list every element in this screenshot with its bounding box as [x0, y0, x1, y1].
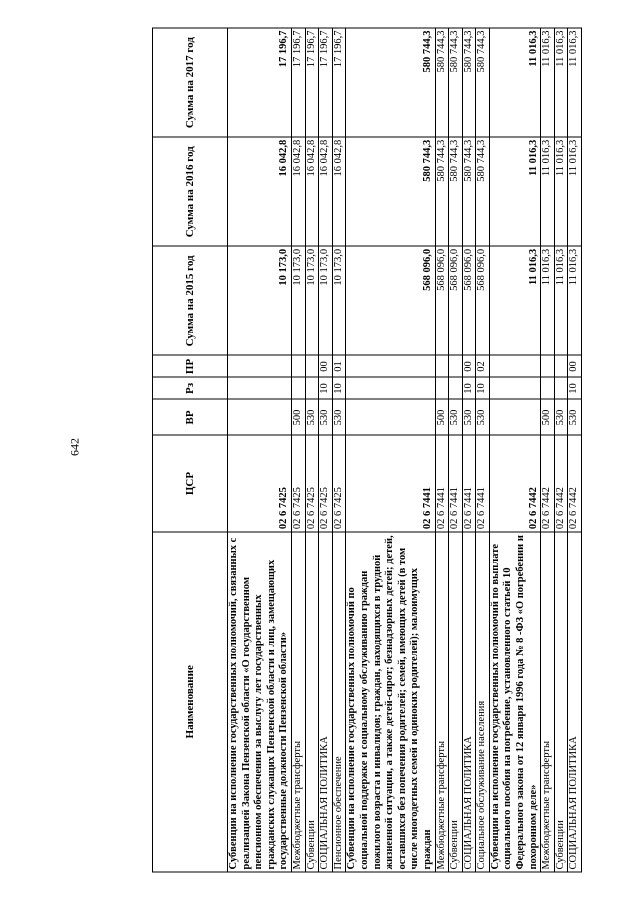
cell-sum-2015: 11 016,3 [568, 246, 582, 355]
cell-vr: 530 [568, 399, 582, 435]
cell-sum-2017: 11 016,3 [541, 28, 555, 137]
header-rz: Рз [153, 377, 228, 399]
cell-sum-2016: 16 042,8 [291, 137, 305, 246]
cell-rz: 10 [319, 377, 333, 399]
cell-sum-2016: 580 744,3 [346, 137, 435, 246]
cell-sum-2016: 16 042,8 [305, 137, 319, 246]
cell-pr: 02 [476, 355, 490, 377]
cell-csr: 02 6 7442 [489, 436, 540, 532]
cell-vr: 530 [476, 399, 490, 435]
cell-pr: 00 [568, 355, 582, 377]
cell-sum-2017: 580 744,3 [449, 28, 463, 137]
cell-vr [346, 399, 435, 435]
cell-csr: 02 6 7441 [346, 436, 435, 532]
cell-rz [228, 377, 292, 399]
cell-sum-2017: 11 016,3 [554, 28, 568, 137]
header-csr: ЦСР [153, 436, 228, 532]
cell-name: СОЦИАЛЬНАЯ ПОЛИТИКА [568, 532, 582, 872]
cell-sum-2016: 11 016,3 [489, 137, 540, 246]
cell-sum-2015: 10 173,0 [291, 246, 305, 355]
cell-sum-2016: 580 744,3 [462, 137, 476, 246]
cell-name: Межбюджетные трансферты [435, 532, 449, 872]
cell-rz: 10 [462, 377, 476, 399]
cell-sum-2015: 10 173,0 [332, 246, 346, 355]
cell-sum-2016: 580 744,3 [449, 137, 463, 246]
cell-vr: 500 [435, 399, 449, 435]
cell-sum-2017: 580 744,3 [462, 28, 476, 137]
cell-csr: 02 6 7441 [462, 436, 476, 532]
cell-vr: 500 [541, 399, 555, 435]
cell-sum-2015: 568 096,0 [476, 246, 490, 355]
table-row [305, 28, 319, 872]
cell-sum-2015: 10 173,0 [319, 246, 333, 355]
table-row [554, 28, 568, 872]
cell-name: Пенсионное обеспечение [332, 532, 346, 872]
cell-csr: 02 6 7425 [319, 436, 333, 532]
cell-csr: 02 6 7441 [476, 436, 490, 532]
cell-sum-2016: 580 744,3 [435, 137, 449, 246]
cell-sum-2016: 16 042,8 [228, 137, 292, 246]
cell-vr: 530 [462, 399, 476, 435]
page-number: 642 [67, 438, 82, 456]
table-body [228, 28, 582, 872]
cell-sum-2016: 11 016,3 [568, 137, 582, 246]
cell-pr [554, 355, 568, 377]
cell-name: Субвенции на исполнение государственных полномочий по социальной поддержке и социальному обслуживанию граждан пожилого возраста и инвалидов; граждан, находящихся в трудной жизненной ситуации, а также детей-сирот; безнадзорных детей; детей, оставшихся без попечения родителей; семей, имеющих детей (в том числе многодетных семей и одиноких родителей); малоимущих граждан [346, 532, 435, 872]
table-row [435, 28, 449, 872]
cell-csr: 02 6 7442 [554, 436, 568, 532]
cell-sum-2017: 17 196,7 [228, 28, 292, 137]
cell-sum-2016: 580 744,3 [476, 137, 490, 246]
cell-sum-2016: 16 042,8 [332, 137, 346, 246]
cell-sum-2017: 11 016,3 [568, 28, 582, 137]
cell-pr [541, 355, 555, 377]
cell-name: Субвенции [449, 532, 463, 872]
cell-sum-2015: 568 096,0 [346, 246, 435, 355]
cell-vr [489, 399, 540, 435]
header-pr: ПР [153, 355, 228, 377]
cell-sum-2015: 568 096,0 [462, 246, 476, 355]
cell-pr: 00 [319, 355, 333, 377]
table-row [568, 28, 582, 872]
header-sum-2015: Сумма на 2015 год [153, 246, 228, 355]
cell-name: Межбюджетные трансферты [541, 532, 555, 872]
table-row [541, 28, 555, 872]
cell-sum-2017: 17 196,7 [291, 28, 305, 137]
cell-vr: 530 [332, 399, 346, 435]
header-name: Наименование [153, 532, 228, 872]
cell-pr [435, 355, 449, 377]
cell-rz [305, 377, 319, 399]
cell-sum-2015: 11 016,3 [489, 246, 540, 355]
cell-rz: 10 [568, 377, 582, 399]
cell-sum-2017: 17 196,7 [332, 28, 346, 137]
table-header-row [153, 28, 228, 872]
cell-pr: 00 [462, 355, 476, 377]
cell-rz: 10 [332, 377, 346, 399]
cell-vr: 500 [291, 399, 305, 435]
cell-rz [346, 377, 435, 399]
cell-rz [541, 377, 555, 399]
table-row [476, 28, 490, 872]
cell-sum-2016: 11 016,3 [541, 137, 555, 246]
cell-name: Субвенции на исполнение государственных полномочий, связанных с реализацией Закона Пензенской области «О государственном пенсионном обеспечении за выслугу лет государственных гражданских служащих Пензенской области и лиц, замещающих государственные должности Пензенской области» [228, 532, 292, 872]
cell-name: Субвенции [305, 532, 319, 872]
cell-sum-2017: 17 196,7 [305, 28, 319, 137]
cell-rz [435, 377, 449, 399]
cell-sum-2015: 11 016,3 [541, 246, 555, 355]
cell-name: Субвенции на исполнение государственных полномочий по выплате социального пособия на погребение, установленного статьей 10 Федерального закона от 12 января 1996 года № 8 -ФЗ «О погребении и похоронном деле» [489, 532, 540, 872]
cell-pr: 01 [332, 355, 346, 377]
cell-csr: 02 6 7441 [449, 436, 463, 532]
cell-pr [346, 355, 435, 377]
table-row [332, 28, 346, 872]
cell-sum-2017: 580 744,3 [346, 28, 435, 137]
table-row [462, 28, 476, 872]
cell-csr: 02 6 7425 [291, 436, 305, 532]
cell-sum-2017: 580 744,3 [435, 28, 449, 137]
cell-pr [228, 355, 292, 377]
cell-rz [489, 377, 540, 399]
cell-pr [291, 355, 305, 377]
cell-csr: 02 6 7442 [541, 436, 555, 532]
cell-sum-2016: 11 016,3 [554, 137, 568, 246]
rotated-page-content [152, 28, 612, 873]
cell-sum-2015: 568 096,0 [435, 246, 449, 355]
cell-sum-2017: 580 744,3 [476, 28, 490, 137]
cell-sum-2015: 568 096,0 [449, 246, 463, 355]
table-row [449, 28, 463, 872]
table-row [489, 28, 540, 872]
header-sum-2016: Сумма на 2016 год [153, 137, 228, 246]
cell-sum-2015: 10 173,0 [305, 246, 319, 355]
cell-sum-2015: 10 173,0 [228, 246, 292, 355]
cell-rz [554, 377, 568, 399]
header-sum-2017: Сумма на 2017 год [153, 28, 228, 137]
cell-csr: 02 6 7425 [305, 436, 319, 532]
cell-vr: 530 [319, 399, 333, 435]
table-row [346, 28, 435, 872]
cell-csr: 02 6 7441 [435, 436, 449, 532]
cell-name: СОЦИАЛЬНАЯ ПОЛИТИКА [319, 532, 333, 872]
table-row [319, 28, 333, 872]
cell-csr: 02 6 7442 [568, 436, 582, 532]
cell-rz: 10 [476, 377, 490, 399]
cell-sum-2015: 11 016,3 [554, 246, 568, 355]
cell-name: Социальное обслуживание населения [476, 532, 490, 872]
cell-pr [305, 355, 319, 377]
cell-sum-2017: 17 196,7 [319, 28, 333, 137]
cell-pr [489, 355, 540, 377]
table-row [291, 28, 305, 872]
cell-csr: 02 6 7425 [332, 436, 346, 532]
cell-vr: 530 [305, 399, 319, 435]
cell-name: СОЦИАЛЬНАЯ ПОЛИТИКА [462, 532, 476, 872]
cell-vr: 530 [449, 399, 463, 435]
cell-rz [291, 377, 305, 399]
cell-vr: 530 [554, 399, 568, 435]
budget-table [152, 28, 582, 873]
cell-pr [449, 355, 463, 377]
cell-sum-2017: 11 016,3 [489, 28, 540, 137]
cell-name: Субвенции [554, 532, 568, 872]
table-row [228, 28, 292, 872]
cell-sum-2016: 16 042,8 [319, 137, 333, 246]
cell-name: Межбюджетные трансферты [291, 532, 305, 872]
cell-csr: 02 6 7425 [228, 436, 292, 532]
header-vr: ВР [153, 399, 228, 435]
cell-rz [449, 377, 463, 399]
cell-vr [228, 399, 292, 435]
